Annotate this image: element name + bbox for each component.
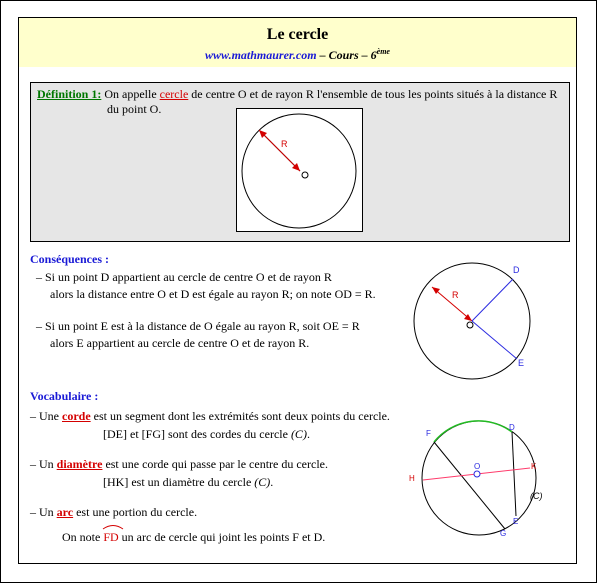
definition-label: Définition 1: [37,87,102,101]
subtitle-cours: Cours [328,48,359,62]
point-k-label: K [531,462,537,471]
arc-suffix: est une portion du cercle. [73,505,198,519]
site-link[interactable]: www.mathmaurer.com [205,48,317,62]
diametre-example-circle: (C) [254,475,271,489]
consequence-2-line-1: – Si un point E est à la distance de O égale au rayon R, soit OE = R [36,319,360,333]
circle-shape [242,114,356,228]
subtitle-level-sup: ème [376,47,390,56]
arc-notation-text: FD [103,530,119,544]
arc-example-text: On note [62,530,104,544]
diametre-prefix: – Un [30,457,57,471]
vocab-arc-line [30,505,197,520]
consequence-1-line-1: – Si un point D appartient au cercle de centre O et de rayon R [36,270,332,284]
subtitle-level: 6 [370,48,377,62]
corde-word: corde [62,409,91,423]
radius-label: R [452,290,459,300]
corde-example-text: [DE] et [FG] sont des cordes du cercle [103,427,291,441]
vocabulary-title: Vocabulaire : [30,389,99,403]
arc-symbol-icon [102,524,124,530]
consequences-figure [412,258,547,383]
corde-suffix: est un segment dont les extrémités sont deux points du cercle. [90,409,390,423]
vocab-corde-example [103,427,310,442]
arc-word: arc [56,505,74,519]
radius-red-line [259,130,300,171]
diametre-example-end: . [270,475,274,489]
radius-label: R [281,139,288,149]
diametre-word: diamètre [56,457,103,471]
arc-notation [103,527,118,545]
consequence-2-line-2: alors E appartient au cercle de centre O et de rayon R. [50,336,310,350]
center-point [302,172,308,178]
segment-od [472,279,513,321]
point-f-label: F [426,429,431,438]
center-point [474,471,480,477]
point-d-label: D [509,423,515,432]
definition-figure [236,108,363,232]
center-label: O [474,462,481,471]
point-e-label: E [513,517,519,526]
center-point [467,322,473,328]
definition-keyword: cercle [159,87,189,101]
arc-fd [434,421,512,442]
definition-text-before: On appelle [101,87,160,101]
circle-figure-svg [237,109,362,231]
vocab-diametre-example [103,475,273,490]
point-g-label: G [500,529,507,538]
header-banner [18,17,577,68]
vocab-diametre-line [30,457,328,472]
chord-de [512,432,516,516]
corde-example-end: . [306,427,310,441]
point-h-label: H [409,474,415,483]
diametre-suffix: est une corde qui passe par le centre du cercle. [102,457,328,471]
vocab-arc-example [62,527,325,545]
subtitle-dash: – [319,48,326,62]
chord-fg [434,442,505,529]
corde-example-circle: (C) [290,427,307,441]
page-subtitle [19,47,576,63]
consequences-title: Conséquences : [30,252,110,266]
circle-c-label: (C) [530,491,543,501]
subtitle-dash-2: – [361,48,368,62]
definition-text-after: de centre O et de rayon R l'ensemble de tous les points situés à la distance R [188,87,558,101]
arc-example-rest: un arc de cercle qui joint les points F et D. [118,530,326,544]
segment-oe [472,321,517,359]
corde-prefix: – Une [30,409,62,423]
arc-prefix: – Un [30,505,57,519]
point-e-label: E [518,358,525,368]
point-d-label: D [513,265,520,275]
vocabulary-figure [402,420,557,545]
diametre-example-text: [HK] est un diamètre du cercle [103,475,255,489]
page-title: Le cercle [266,26,329,43]
consequence-1-line-2: alors la distance entre O et D est égale au rayon R; on note OD = R. [50,287,376,301]
definition-line2: du point O. [107,102,162,116]
vocab-corde-line [30,409,390,424]
